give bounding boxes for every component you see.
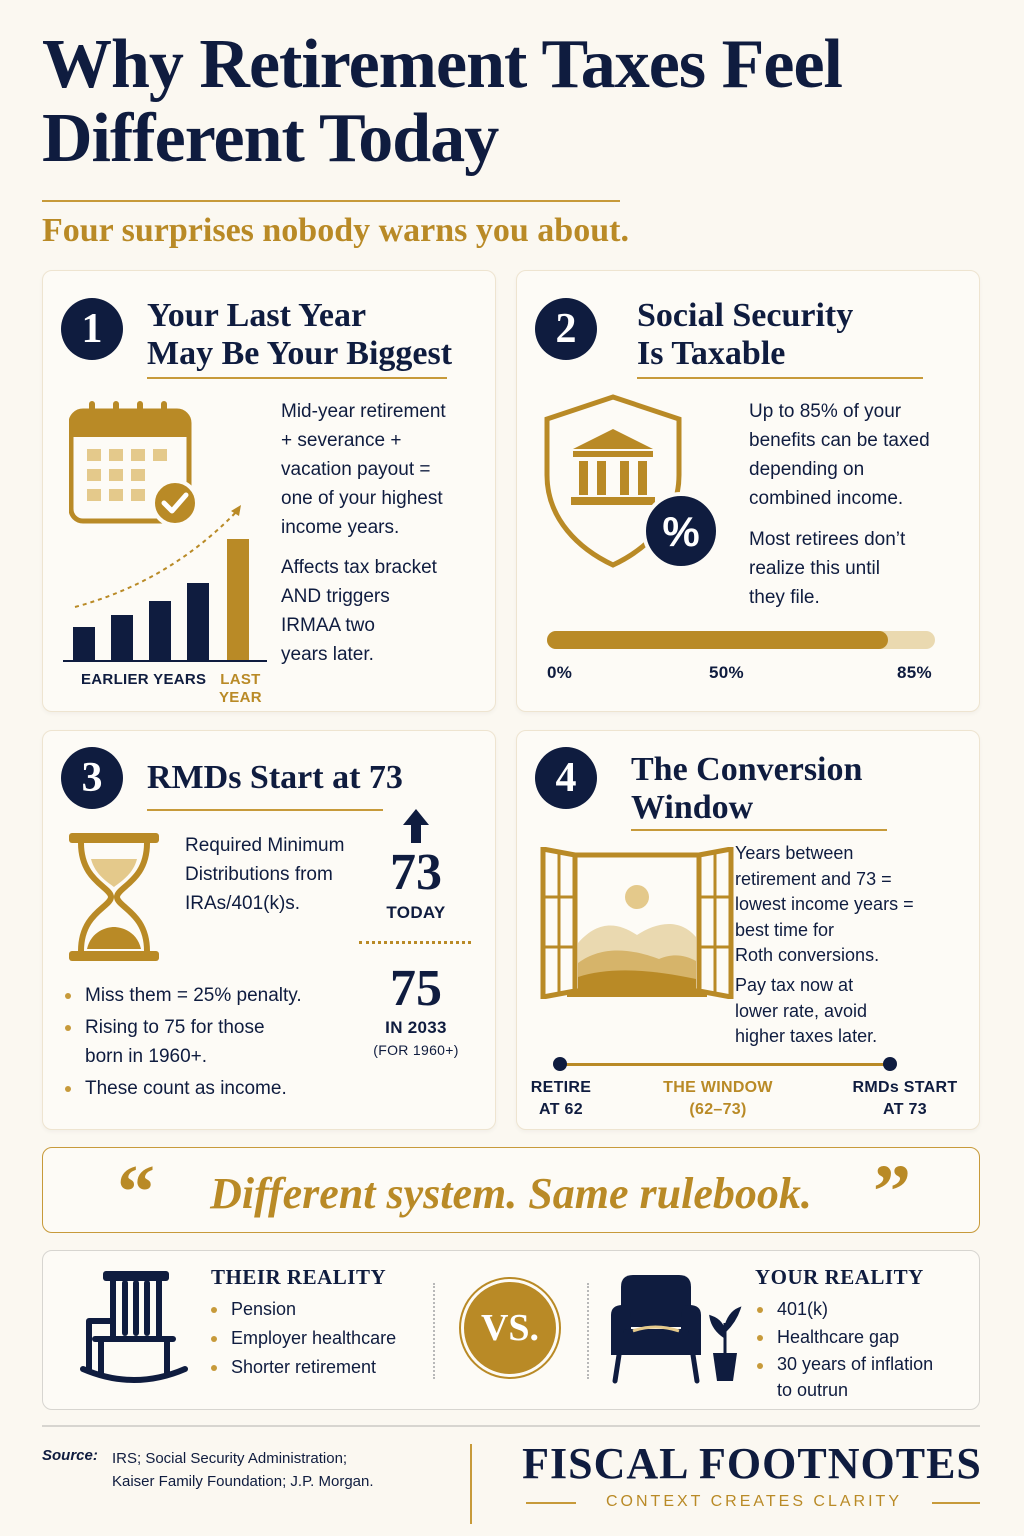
card-title-divider <box>147 809 383 811</box>
card-title-divider <box>631 829 887 831</box>
rmd-age-today: 73 <box>390 844 442 901</box>
card-rmds <box>42 730 496 1130</box>
age-divider <box>359 941 471 944</box>
close-quote-mark: ” <box>873 1150 911 1234</box>
progress-tick-0: 0% <box>547 663 573 682</box>
arrow-up-icon <box>403 809 429 843</box>
card-conversion-window <box>516 730 980 1130</box>
open-quote-mark: “ <box>117 1150 155 1234</box>
card-last-year <box>42 270 496 712</box>
earlier-years-label: EARLIER YEARS <box>81 671 207 688</box>
vs-label: VS. <box>480 1307 540 1349</box>
rmd-age-future: 75 <box>390 960 442 1017</box>
bar-year-4 <box>187 583 209 661</box>
vs-badge <box>461 1279 559 1377</box>
bar-year-2 <box>111 615 133 661</box>
rmd-future-note: (FOR 1960+) <box>373 1042 459 1058</box>
taxable-progress-fill <box>547 631 888 649</box>
list-item: 401(k) <box>755 1295 933 1323</box>
card3-paragraph-1: Required Minimum Distributions from IRAs/401(k)s. <box>185 835 345 914</box>
quote-text: Different system. Same rulebook. <box>210 1169 812 1218</box>
their-reality-list <box>209 1295 396 1382</box>
list-item: Shorter retirement <box>209 1353 396 1382</box>
card-number: 4 <box>535 747 597 809</box>
rmd-bullet-list <box>63 981 302 1103</box>
card-number: 2 <box>535 298 597 360</box>
card-title-divider <box>147 377 447 379</box>
quote-banner <box>42 1147 980 1233</box>
card1-paragraph-2: Affects tax bracket AND triggers IRMAA two years later. <box>281 557 437 665</box>
timeline-window-label: THE WINDOW (62–73) <box>663 1079 773 1118</box>
list-item: Rising to 75 for those born in 1960+. <box>63 1013 302 1071</box>
left-divider <box>433 1283 435 1379</box>
bar-year-1 <box>73 627 95 661</box>
timeline-start-dot <box>553 1057 567 1071</box>
bar-year-3 <box>149 601 171 661</box>
card-title: Your Last Year May Be Your Biggest <box>147 297 453 372</box>
bar-last-year <box>227 539 249 661</box>
percent-symbol: % <box>662 508 700 555</box>
footer-divider <box>42 1425 980 1427</box>
card4-paragraph-2: Pay tax now at lower rate, avoid higher taxes later. <box>735 975 878 1046</box>
progress-tick-85: 85% <box>897 663 932 682</box>
brand-tagline-rule-right <box>932 1502 980 1504</box>
list-item: These count as income. <box>63 1074 302 1103</box>
brand-name: FISCAL FOOTNOTES <box>522 1439 982 1488</box>
progress-tick-50: 50% <box>709 663 744 682</box>
rocking-chair-icon <box>79 1269 189 1393</box>
brand-tagline: CONTEXT CREATES CLARITY <box>606 1493 902 1510</box>
list-item: Pension <box>209 1295 396 1324</box>
open-window-icon <box>539 847 735 999</box>
footer-vertical-divider <box>470 1444 472 1524</box>
card-number: 1 <box>61 298 123 360</box>
card2-paragraph-2: Most retirees don’t realize this until they file. <box>749 529 906 608</box>
your-reality-list <box>755 1295 933 1403</box>
source-text: IRS; Social Security Administration; Kaiser Family Foundation; J.P. Morgan. <box>112 1450 374 1490</box>
card-number: 3 <box>61 747 123 809</box>
page-subtitle: Four surprises nobody warns you about. <box>42 212 629 249</box>
source-label: Source: <box>42 1447 98 1464</box>
armchair-plant-icon <box>609 1271 743 1387</box>
card2-paragraph-1: Up to 85% of your benefits can be taxed depending on combined income. <box>749 401 930 509</box>
card-title: Social Security Is Taxable <box>637 297 854 372</box>
list-item: 30 years of inflation to outrun <box>755 1351 933 1403</box>
rising-income-bar-chart <box>61 501 271 663</box>
page-title: Why Retirement Taxes Feel Different Today <box>42 26 842 177</box>
their-reality-heading: THEIR REALITY <box>211 1265 387 1289</box>
title-divider <box>42 200 620 202</box>
card-title: The Conversion Window <box>631 751 863 826</box>
right-divider <box>587 1283 589 1379</box>
card4-paragraph-1: Years between retirement and 73 = lowest income years = best time for Roth conversions. <box>735 843 914 965</box>
rmd-today-label: TODAY <box>386 903 446 922</box>
list-item: Miss them = 25% penalty. <box>63 981 302 1010</box>
rmd-future-label: IN 2033 <box>385 1018 447 1037</box>
last-year-label: LAST YEAR <box>219 671 262 706</box>
card1-paragraph-1: Mid-year retirement + severance + vacation payout = one of your highest income years. <box>281 401 446 538</box>
taxable-progress-track <box>547 631 935 649</box>
timeline-rmds-label: RMDs START AT 73 <box>852 1079 958 1118</box>
comparison-panel <box>42 1250 980 1410</box>
card-title: RMDs Start at 73 <box>147 759 403 796</box>
timeline-line <box>561 1063 889 1066</box>
card-social-security <box>516 270 980 712</box>
card-title-divider <box>637 377 923 379</box>
timeline-end-dot <box>883 1057 897 1071</box>
brand-tagline-rule-left <box>526 1502 576 1504</box>
your-reality-heading: YOUR REALITY <box>755 1265 924 1289</box>
hourglass-icon <box>67 831 163 963</box>
timeline-retire-label: RETIRE AT 62 <box>530 1079 592 1118</box>
list-item: Healthcare gap <box>755 1323 933 1351</box>
list-item: Employer healthcare <box>209 1324 396 1353</box>
